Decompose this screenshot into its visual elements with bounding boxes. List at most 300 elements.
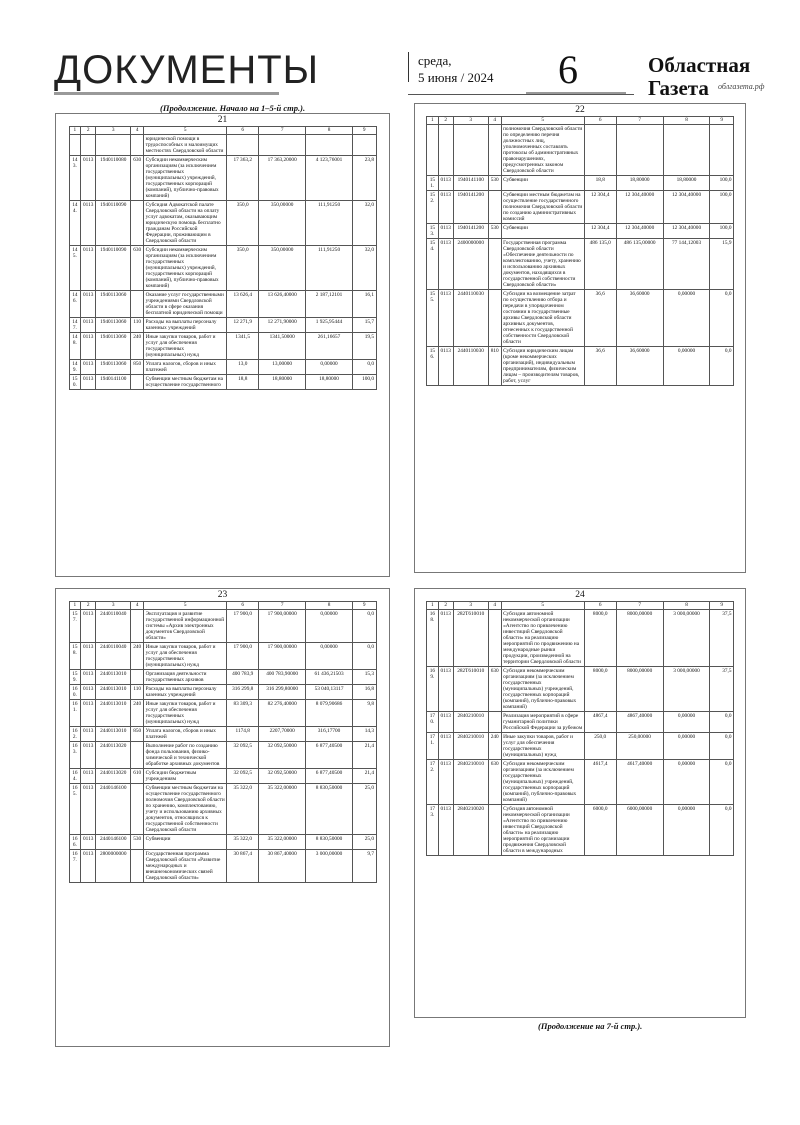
table-cell: 630 <box>131 156 144 201</box>
table-cell: 53 040,13117 <box>306 685 353 700</box>
table-cell: 100,0 <box>710 176 734 191</box>
table-cell: 0113 <box>81 360 96 375</box>
table-header-row <box>69 127 376 135</box>
table-cell: 15,7 <box>352 318 376 333</box>
table-cell: 37,5 <box>710 667 734 712</box>
table-cell: 18,80000 <box>259 375 306 390</box>
table-cell: 157. <box>69 610 81 643</box>
table-cell: 2440110030 <box>453 347 488 386</box>
table-cell <box>438 125 453 176</box>
table-cell: 146. <box>69 291 81 318</box>
table-cell: 1940113060 <box>96 318 131 333</box>
column-header: 8 <box>306 602 353 610</box>
page-title: 22 <box>575 105 585 115</box>
table-cell: 2400000000 <box>453 239 488 290</box>
table-cell: 0113 <box>438 760 453 805</box>
table-cell: 35 322,00000 <box>259 835 306 850</box>
column-header: 2 <box>438 602 453 610</box>
table-cell: 2440113010 <box>96 670 131 685</box>
table-cell: 630 <box>488 667 501 712</box>
table-cell: 17 900,00000 <box>259 610 306 643</box>
column-header: 3 <box>96 127 131 135</box>
table-cell: 4867,4 <box>584 712 616 733</box>
table-cell: 282Т610010 <box>453 610 488 667</box>
table-cell: Эксплуатация и развитие государственной информационной системы «Архив электронных документов Свердловской области» <box>144 610 227 643</box>
table-cell: 2 187,12101 <box>306 291 353 318</box>
table-header-row <box>427 602 734 610</box>
column-header: 9 <box>710 602 734 610</box>
newspaper-name-line2: Газета <box>648 76 709 100</box>
table-cell: 12 304,4 <box>584 191 616 224</box>
table-cell: 0113 <box>81 610 96 643</box>
table-cell: 1940141100 <box>453 176 488 191</box>
table-cell: 0113 <box>81 318 96 333</box>
table-cell: 32,0 <box>352 201 376 246</box>
table-cell: Субсидии некоммерческим организациям (за исключением государственных (муниципальных) учреждений, государственных корпораций (компаний), публично-правовых компаний) <box>144 156 227 201</box>
table-row <box>427 733 734 760</box>
table-cell: Уплата налогов, сборов и иных платежей <box>144 727 227 742</box>
table-cell: 6000,00000 <box>616 805 663 856</box>
issue-date-value: 5 июня / 2024 <box>418 70 494 85</box>
table-cell <box>488 191 501 224</box>
column-header: 5 <box>144 602 227 610</box>
table-cell: 18,80000 <box>616 176 663 191</box>
table-cell: 21,4 <box>352 742 376 769</box>
table-cell <box>131 291 144 318</box>
newspaper-name-line1: Областная <box>648 53 751 77</box>
table-cell: 169. <box>427 667 439 712</box>
table-row <box>427 290 734 347</box>
table-cell: 2800000000 <box>96 850 131 883</box>
table-cell <box>81 135 96 156</box>
table-row <box>427 176 734 191</box>
table-cell: Субсидии на возмещение затрат по осуществлению отбора и передачи в упорядоченном состоянии в государственные архивы Свердловской области архивных документов, отнесенных к государственной собственности Свердловской области <box>501 290 584 347</box>
table-cell: 13 626,4 <box>227 291 259 318</box>
table-cell: 8000,00000 <box>616 667 663 712</box>
table-cell: 261,16657 <box>306 333 353 360</box>
table-cell <box>427 125 439 176</box>
table-cell: 2440146100 <box>96 835 131 850</box>
table-cell: 2440113010 <box>96 700 131 727</box>
table-cell: 0,0 <box>352 610 376 643</box>
table-cell: 149. <box>69 360 81 375</box>
document-page-22 <box>414 103 746 573</box>
table-cell: 630 <box>488 760 501 805</box>
table-cell: 1341,5 <box>227 333 259 360</box>
table-row <box>427 191 734 224</box>
table-cell <box>131 784 144 835</box>
table-cell: 8 079,90686 <box>306 700 353 727</box>
table-cell: 1940113060 <box>96 360 131 375</box>
table-cell: 148. <box>69 333 81 360</box>
table-cell: Субсидии юридическим лицам (кроме некоммерческих организаций), индивидуальным предпринимателям, физическим лицам – производителям товаров, работ, услуг <box>501 347 584 386</box>
table-row <box>427 667 734 712</box>
table-cell: 316 299,8 <box>227 685 259 700</box>
column-header: 7 <box>259 602 306 610</box>
table-cell: Субсидии некоммерческим организациям (за исключением государственных (муниципальных) учреждений, государственных корпораций (компаний), публично-правовых компаний) <box>501 760 584 805</box>
table-cell: Субсидия Адвокатской палате Свердловской области на оплату услуг адвокатам, оказывающим юридическую помощь бесплатно гражданам Российской Федерации, проживающим в Свердловской области <box>144 201 227 246</box>
table-cell: 23,8 <box>352 156 376 201</box>
table-cell: 0,00000 <box>663 733 710 760</box>
table-cell: 0113 <box>438 176 453 191</box>
table-cell: 1940141200 <box>453 191 488 224</box>
table-cell <box>710 125 734 176</box>
table-cell: 161. <box>69 700 81 727</box>
table-cell: 250,00000 <box>616 733 663 760</box>
column-header: 6 <box>584 602 616 610</box>
column-header: 3 <box>96 602 131 610</box>
column-header: 2 <box>438 117 453 125</box>
table-cell: 2840210020 <box>453 805 488 856</box>
column-header: 9 <box>710 117 734 125</box>
table-header-row <box>69 602 376 610</box>
table-cell: 36,60000 <box>616 290 663 347</box>
table-cell <box>131 670 144 685</box>
table-cell: 2207,70000 <box>259 727 306 742</box>
newspaper-logo <box>648 54 750 100</box>
table-cell: 0113 <box>438 239 453 290</box>
table-cell: 18,8 <box>227 375 259 390</box>
table-cell: 18,8 <box>584 176 616 191</box>
table-cell: 0113 <box>438 191 453 224</box>
table-row <box>69 742 376 769</box>
document-page-24 <box>414 588 746 1018</box>
table-row <box>427 347 734 386</box>
table-cell: 0113 <box>81 784 96 835</box>
table-cell: 0,0 <box>710 712 734 733</box>
table-cell: 172. <box>427 760 439 805</box>
table-cell: 12 304,40000 <box>616 224 663 239</box>
table-cell: Субвенции местным бюджетам на осуществление государственного полномочия Свердловской области по созданию административных комиссий <box>501 191 584 224</box>
table-cell: 82 276,40000 <box>259 700 306 727</box>
table-cell: 0113 <box>81 700 96 727</box>
table-cell: 0113 <box>81 850 96 883</box>
table-cell: 0113 <box>438 290 453 347</box>
table-cell: Иные закупки товаров, работ и услуг для обеспечения государственных (муниципальных) нужд <box>144 700 227 727</box>
table-cell: 250,0 <box>584 733 616 760</box>
table-row <box>427 239 734 290</box>
table-cell: 8000,00000 <box>616 610 663 667</box>
table-cell: 155. <box>427 290 439 347</box>
table-cell: 0,00000 <box>306 360 353 375</box>
table-cell: 0113 <box>81 835 96 850</box>
newspaper-site: облгазета.рф <box>718 82 765 91</box>
table-row <box>427 805 734 856</box>
table-cell: 0,0 <box>352 360 376 375</box>
table-cell: 2440110040 <box>96 643 131 670</box>
table-cell: 0113 <box>438 347 453 386</box>
table-cell: полномочия Свердловской области по определению перечня должностных лиц, уполномоченных составлять протоколы об административных правонарушениях, предусмотренных законом Свердловской области <box>501 125 584 176</box>
table-row <box>69 333 376 360</box>
page-title: 23 <box>217 590 228 600</box>
table-cell: 154. <box>427 239 439 290</box>
table-cell: 2440113020 <box>96 742 131 769</box>
table-cell: 144. <box>69 201 81 246</box>
table-cell: 160. <box>69 685 81 700</box>
table-cell: 17 363,2 <box>227 156 259 201</box>
table-cell: 36,60000 <box>616 347 663 386</box>
table-cell: 0,0 <box>710 733 734 760</box>
table-cell: 0113 <box>81 742 96 769</box>
table-cell: 6 877,40500 <box>306 769 353 784</box>
table-cell <box>616 125 663 176</box>
table-cell: 0113 <box>438 224 453 239</box>
table-cell: Уплата налогов, сборов и иных платежей <box>144 360 227 375</box>
table-cell <box>488 125 501 176</box>
budget-table <box>69 601 377 883</box>
column-header: 4 <box>131 127 144 135</box>
header-rule <box>408 94 634 95</box>
table-cell: 147. <box>69 318 81 333</box>
table-cell: 150. <box>69 375 81 390</box>
table-cell: 77 144,12003 <box>663 239 710 290</box>
table-cell <box>584 125 616 176</box>
table-cell: Иные закупки товаров, работ и услуг для обеспечения государственных (муниципальных) нужд <box>144 643 227 670</box>
table-cell: 170. <box>427 712 439 733</box>
table-cell: 0,00000 <box>663 712 710 733</box>
page-header <box>0 0 800 100</box>
table-cell: 3 000,00000 <box>663 667 710 712</box>
table-cell: 0113 <box>81 291 96 318</box>
table-cell: 350,0 <box>227 201 259 246</box>
table-cell: 2840210010 <box>453 733 488 760</box>
table-cell: Расходы на выплаты персоналу казенных учреждений <box>144 685 227 700</box>
table-cell: 0,0 <box>352 643 376 670</box>
table-cell: 1940113060 <box>96 291 131 318</box>
table-cell: 164. <box>69 769 81 784</box>
table-cell: 2440110040 <box>96 610 131 643</box>
table-cell: 111,91250 <box>306 201 353 246</box>
table-cell: 3 000,00000 <box>663 610 710 667</box>
table-cell: 171. <box>427 733 439 760</box>
table-cell: 400 783,9 <box>227 670 259 685</box>
table-cell: 530 <box>488 224 501 239</box>
table-row <box>69 318 376 333</box>
table-row <box>69 835 376 850</box>
table-cell: 0,00000 <box>306 610 353 643</box>
table-row <box>69 670 376 685</box>
column-header: 4 <box>488 602 501 610</box>
budget-table <box>426 116 734 386</box>
table-cell: Реализация мероприятий в сфере гуманитарной политики Российской Федерации за рубежом <box>501 712 584 733</box>
table-cell: 1940110090 <box>96 246 131 291</box>
table-cell: 530 <box>488 176 501 191</box>
table-cell: 25,0 <box>352 784 376 835</box>
table-cell <box>96 135 131 156</box>
document-page-23 <box>55 588 390 1047</box>
table-cell: 0,00000 <box>306 643 353 670</box>
table-cell: 850 <box>131 727 144 742</box>
table-cell: 100,0 <box>710 224 734 239</box>
table-cell: 0,00000 <box>663 760 710 805</box>
section-underline <box>54 92 279 95</box>
table-cell: 2840210010 <box>453 712 488 733</box>
table-cell: 156. <box>427 347 439 386</box>
table-cell: 0113 <box>81 670 96 685</box>
table-cell: 32 092,5 <box>227 769 259 784</box>
table-cell: 158. <box>69 643 81 670</box>
table-cell: 530 <box>131 835 144 850</box>
table-row <box>69 135 376 156</box>
table-cell: Субсидии автономной некоммерческой организации «Агентство по привлечению инвестиций Свердловской области» на реализацию мероприятий по продвижению на международные рынки продукции, произведенной на территории Свердловской области <box>501 610 584 667</box>
table-cell: 9,7 <box>352 850 376 883</box>
table-cell: 240 <box>131 700 144 727</box>
table-cell: 1940110090 <box>96 201 131 246</box>
column-header: 7 <box>616 117 663 125</box>
table-cell: 0113 <box>438 805 453 856</box>
table-cell: Организация деятельности государственных архивов <box>144 670 227 685</box>
column-header: 1 <box>427 117 439 125</box>
table-cell: юридической помощи в трудоспособных и малоимущих местностях Свердловской области <box>144 135 227 156</box>
table-cell: 153. <box>427 224 439 239</box>
table-cell: 17 900,0 <box>227 643 259 670</box>
table-cell: 1940141100 <box>96 375 131 390</box>
table-cell: 2840210010 <box>453 760 488 805</box>
table-cell: 35 322,0 <box>227 784 259 835</box>
table-cell: 166. <box>69 835 81 850</box>
page-number: 6 <box>558 47 578 92</box>
table-cell: 1940141200 <box>453 224 488 239</box>
table-cell: 12 271,90000 <box>259 318 306 333</box>
column-header: 3 <box>453 117 488 125</box>
table-cell <box>306 135 353 156</box>
table-row <box>427 125 734 176</box>
table-cell <box>488 239 501 290</box>
column-header: 5 <box>501 602 584 610</box>
table-cell: Субвенции местным бюджетам на осуществление государственного <box>144 375 227 390</box>
table-cell: 159. <box>69 670 81 685</box>
table-row <box>69 291 376 318</box>
table-cell <box>488 712 501 733</box>
table-cell: 850 <box>131 360 144 375</box>
table-cell: 240 <box>131 643 144 670</box>
table-cell: 1940110080 <box>96 156 131 201</box>
table-cell: 0113 <box>81 685 96 700</box>
table-cell: 17 900,00000 <box>259 643 306 670</box>
column-header: 9 <box>352 127 376 135</box>
table-row <box>427 712 734 733</box>
column-header: 3 <box>453 602 488 610</box>
table-cell: 240 <box>131 333 144 360</box>
table-row <box>427 610 734 667</box>
issue-weekday: среда, <box>418 53 452 68</box>
table-cell: 111,91250 <box>306 246 353 291</box>
continuation-note-top: (Продолжение. Начало на 1–5-й стр.). <box>160 103 306 113</box>
table-row <box>69 156 376 201</box>
table-row <box>427 224 734 239</box>
table-cell: 8000,0 <box>584 667 616 712</box>
table-cell: 0113 <box>438 610 453 667</box>
table-cell: 110 <box>131 318 144 333</box>
table-cell: 350,0 <box>227 246 259 291</box>
table-cell: 0113 <box>81 643 96 670</box>
table-cell: Субсидии бюджетным учреждениям <box>144 769 227 784</box>
table-cell: 4 123,76001 <box>306 156 353 201</box>
table-row <box>69 375 376 390</box>
table-cell: 32,0 <box>352 246 376 291</box>
table-cell: 350,00000 <box>259 201 306 246</box>
table-row <box>69 610 376 643</box>
table-cell: 4867,40000 <box>616 712 663 733</box>
table-cell: 83 309,3 <box>227 700 259 727</box>
table-cell: 4617,4 <box>584 760 616 805</box>
column-header: 2 <box>81 127 96 135</box>
table-cell: 4617,40000 <box>616 760 663 805</box>
table-cell: 240 <box>488 733 501 760</box>
table-cell: Субсидии некоммерческим организациям (за исключением государственных (муниципальных) учреждений, государственных корпораций (компаний), публично-правовых компаний) <box>501 667 584 712</box>
table-cell <box>131 201 144 246</box>
table-header-row <box>427 117 734 125</box>
table-cell: 0113 <box>438 733 453 760</box>
column-header: 1 <box>69 602 81 610</box>
table-cell: Иные закупки товаров, работ и услуг для обеспечения государственных (муниципальных) нужд <box>144 333 227 360</box>
table-cell: 16,1 <box>352 291 376 318</box>
table-cell: 145. <box>69 246 81 291</box>
table-cell: 0113 <box>438 712 453 733</box>
table-cell: 316,17700 <box>306 727 353 742</box>
column-header: 9 <box>352 602 376 610</box>
column-header: 2 <box>81 602 96 610</box>
table-cell: 152. <box>427 191 439 224</box>
table-cell: 151. <box>427 176 439 191</box>
table-cell <box>227 135 259 156</box>
table-cell: 486 135,00000 <box>616 239 663 290</box>
page-title: 24 <box>575 590 585 600</box>
table-cell: 162. <box>69 727 81 742</box>
table-cell: 61 436,21503 <box>306 670 353 685</box>
table-cell: Субсидия автономной некоммерческой организации «Агентство по привлечению инвестиций Свердловской области» на реализацию мероприятий по организации продвижения Свердловской области в международных <box>501 805 584 856</box>
table-cell: Оказание услуг государственными учреждениями Свердловской области в сфере оказания бесплатной юридической помощи <box>144 291 227 318</box>
table-cell: 0,00000 <box>663 347 710 386</box>
table-cell: Государственная программа Свердловской области «Развитие международных и внешнеэкономических связей Свердловской области» <box>144 850 227 883</box>
table-cell: 2440113020 <box>96 769 131 784</box>
column-header: 4 <box>131 602 144 610</box>
table-cell: 17 900,0 <box>227 610 259 643</box>
table-cell <box>131 850 144 883</box>
table-cell: 1940113060 <box>96 333 131 360</box>
table-cell: 13,0 <box>227 360 259 375</box>
table-cell: 0,0 <box>710 290 734 347</box>
table-cell <box>259 135 306 156</box>
table-cell: 100,0 <box>352 375 376 390</box>
table-cell: 12 271,9 <box>227 318 259 333</box>
table-cell: 316 299,80000 <box>259 685 306 700</box>
table-row <box>69 850 376 883</box>
table-cell <box>131 375 144 390</box>
table-cell: 350,00000 <box>259 246 306 291</box>
table-cell: 0,00000 <box>663 290 710 347</box>
table-cell: 3 000,00000 <box>306 850 353 883</box>
table-row <box>69 784 376 835</box>
table-cell: 8 830,50000 <box>306 835 353 850</box>
table-cell: 19,5 <box>352 333 376 360</box>
table-cell: 486 135,0 <box>584 239 616 290</box>
table-cell: Государственная программа Свердловской области «Обеспечение деятельности по комплектованию, учету, хранению и использованию архивных документов, находящихся в государственной собственности Свердловской области» <box>501 239 584 290</box>
table-cell: 168. <box>427 610 439 667</box>
table-cell: 0113 <box>81 201 96 246</box>
table-cell: 2440146100 <box>96 784 131 835</box>
table-cell: 0,0 <box>710 760 734 805</box>
table-cell: 0113 <box>81 333 96 360</box>
table-cell: 32 092,50000 <box>259 769 306 784</box>
table-row <box>69 685 376 700</box>
table-cell: 25,0 <box>352 835 376 850</box>
table-cell: Субвенции <box>144 835 227 850</box>
budget-table <box>69 126 377 390</box>
table-row <box>69 360 376 375</box>
table-cell: Субвенции местным бюджетам на осуществление государственного полномочия Свердловской области по хранению, комплектованию, учету и использованию архивных документов, относящихся к государственной собственности Свердловской области <box>144 784 227 835</box>
table-cell: 2440113010 <box>96 727 131 742</box>
